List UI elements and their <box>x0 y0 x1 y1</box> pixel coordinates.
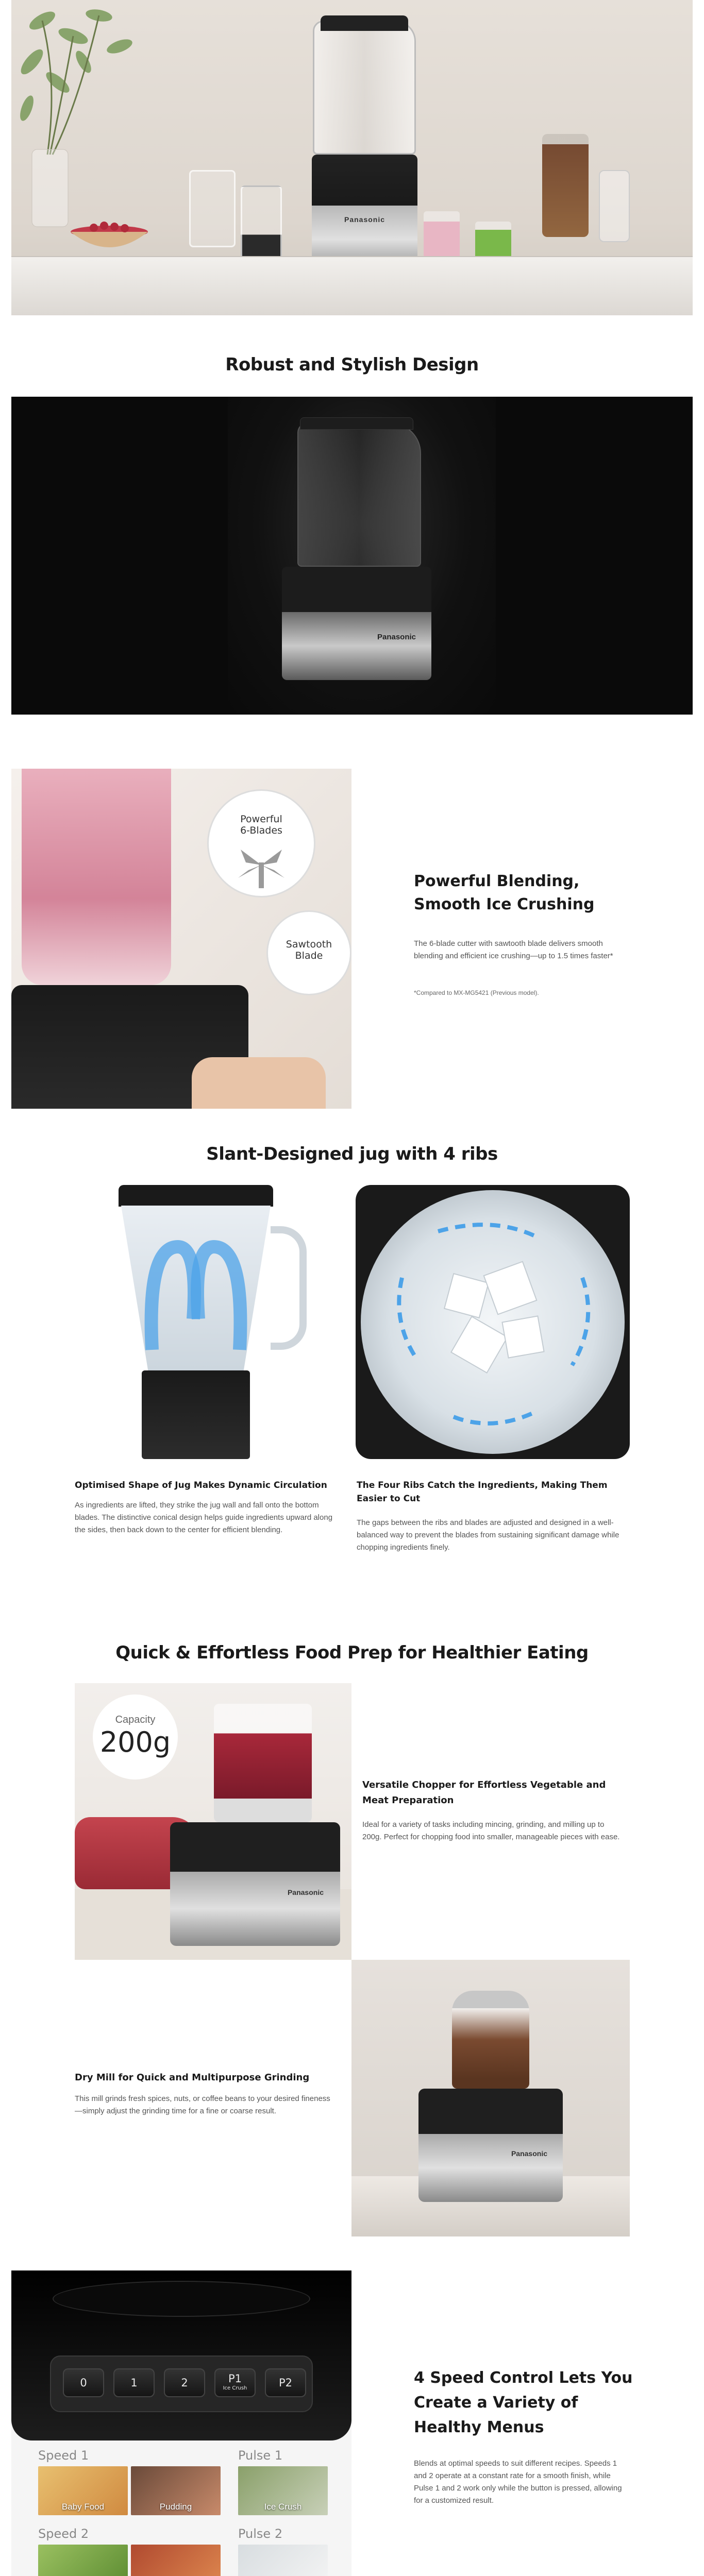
smoothie-jug <box>22 769 171 985</box>
blending-body: The 6-blade cutter with sawtooth blade delivers smooth blending and efficient ice crushing—up to 1.5 times faster* <box>414 939 613 960</box>
drymill-container <box>452 1991 529 2089</box>
ribs-title: The Four Ribs Catch the Ingredients, Making Them Easier to Cut <box>357 1480 608 1504</box>
juice-thumb <box>38 2545 128 2576</box>
chopper-bowl <box>214 1704 312 1822</box>
glass-jar <box>599 170 630 242</box>
blending-image <box>11 769 351 1109</box>
speed-title: 4 Speed Control Lets You Create a Variety of Healthy Menus <box>414 2369 633 2436</box>
foodprep-title: Quick & Effortless Food Prep for Healthier Eating <box>115 1642 589 1663</box>
design-blender-base <box>282 567 431 680</box>
pulse-1-group-label: Pulse 1 <box>238 2448 283 2463</box>
ice-crush-caption: Ice Crush <box>264 2502 302 2512</box>
design-brand-label: Panasonic <box>377 633 416 641</box>
speed-0-button[interactable]: 0 <box>63 2368 104 2397</box>
chopper-base <box>170 1822 340 1946</box>
design-blender-jug <box>297 422 421 567</box>
drymill-title: Dry Mill for Quick and Multipurpose Grinding <box>75 2072 310 2083</box>
jug-lid <box>119 1185 273 1207</box>
chopper-brand-label: Panasonic <box>287 1888 324 1896</box>
jug-ribs-image <box>356 1185 630 1459</box>
pudding-thumb <box>131 2466 221 2515</box>
small-jug-2 <box>241 185 282 268</box>
speed-control-image <box>11 2270 351 2576</box>
speed-1-label: Speed 1 <box>38 2448 89 2463</box>
jug-circulation-image <box>75 1185 349 1459</box>
speed-1-button[interactable]: 1 <box>113 2368 155 2397</box>
baby-food-thumb <box>38 2466 128 2515</box>
blender-jug <box>313 21 416 155</box>
blender-lid <box>321 15 408 31</box>
pulse-2-button[interactable]: P2 <box>265 2368 306 2397</box>
plant-illustration <box>11 0 181 242</box>
six-blades-label: Powerful 6-Blades <box>240 814 282 836</box>
control-panel <box>11 2270 351 2441</box>
blending-footnote: *Compared to MX-MG5421 (Previous model). <box>414 989 539 996</box>
speed-body: Blends at optimal speeds to suit different recipes. Speeds 1 and 2 operate at a constant rate for a smooth finish, while Pulse 1 and 2 work only while the button is pressed, allowing for a customized result. <box>414 2459 622 2505</box>
design-banner <box>11 397 693 715</box>
jug-mount <box>53 2281 310 2317</box>
small-jug-1 <box>189 170 236 247</box>
chopper-image <box>75 1683 351 1960</box>
pulse-2-group-label: Pulse 2 <box>238 2527 283 2541</box>
hand <box>192 1057 326 1109</box>
cleaning-thumb <box>238 2545 328 2576</box>
blade-icon <box>230 839 292 891</box>
design-title: Robust and Stylish Design <box>225 354 479 375</box>
marble-counter <box>11 256 693 315</box>
soup-thumb <box>131 2545 221 2576</box>
jug-base <box>142 1370 250 1459</box>
pudding-caption: Pudding <box>159 2502 192 2512</box>
jug-handle <box>271 1226 307 1350</box>
baby-food-caption: Baby Food <box>61 2502 105 2512</box>
pulse-1-label: P1 <box>228 2372 242 2385</box>
berries-bowl <box>68 216 150 258</box>
design-blender-lid <box>300 417 413 430</box>
speed-2-label: Speed 2 <box>38 2527 89 2541</box>
blender-base <box>312 155 417 268</box>
ribs-arrows <box>361 1190 625 1454</box>
hero-image <box>11 0 693 315</box>
pulse-1-sub-label: Ice Crush <box>223 2385 247 2391</box>
chopper-title: Versatile Chopper for Effortless Vegetable and Meat Preparation <box>362 1780 606 1806</box>
capacity-badge <box>93 1694 178 1780</box>
drymill-image <box>351 1960 630 2236</box>
six-blades-callout <box>207 789 315 897</box>
circulation-title: Optimised Shape of Jug Makes Dynamic Circulation <box>75 1480 327 1490</box>
drymill-body: This mill grinds fresh spices, nuts, or coffee beans to your desired fineness—simply adjust the grinding time for a fine or coarse result. <box>75 2094 330 2115</box>
spice-jar <box>542 134 589 237</box>
circulation-body: As ingredients are lifted, they strike the jug wall and fall onto the bottom blades. The distinctive conical design helps guide ingredients upward along the sides, then back down to the center for efficient blending. <box>75 1501 333 1534</box>
capacity-label: Capacity <box>115 1714 156 1725</box>
sawtooth-label: Sawtooth Blade <box>286 939 332 961</box>
ice-crush-thumb <box>238 2466 328 2515</box>
smoothie-glass <box>424 211 460 263</box>
circulation-arrows <box>121 1216 271 1370</box>
speed-2-button[interactable]: 2 <box>164 2368 205 2397</box>
capacity-value: 200g <box>99 1726 171 1758</box>
chopper-body: Ideal for a variety of tasks including mincing, grinding, and milling up to 200g. Perfect for chopping food into smaller, manageable pieces with ease. <box>362 1820 620 1841</box>
jug-title: Slant-Designed jug with 4 ribs <box>206 1144 498 1164</box>
blending-title: Powerful Blending, Smooth Ice Crushing <box>414 872 595 913</box>
ribs-body: The gaps between the ribs and blades are adjusted and designed in a well-balanced way to prevent the blades from sustaining significant damage while chopping ingredients finely. <box>357 1518 619 1552</box>
pulse-1-button[interactable] <box>214 2368 256 2397</box>
drymill-brand-label: Panasonic <box>511 2149 547 2158</box>
drymill-base <box>418 2089 563 2202</box>
sawtooth-callout <box>266 910 351 995</box>
hero-brand-label: Panasonic <box>344 215 385 224</box>
